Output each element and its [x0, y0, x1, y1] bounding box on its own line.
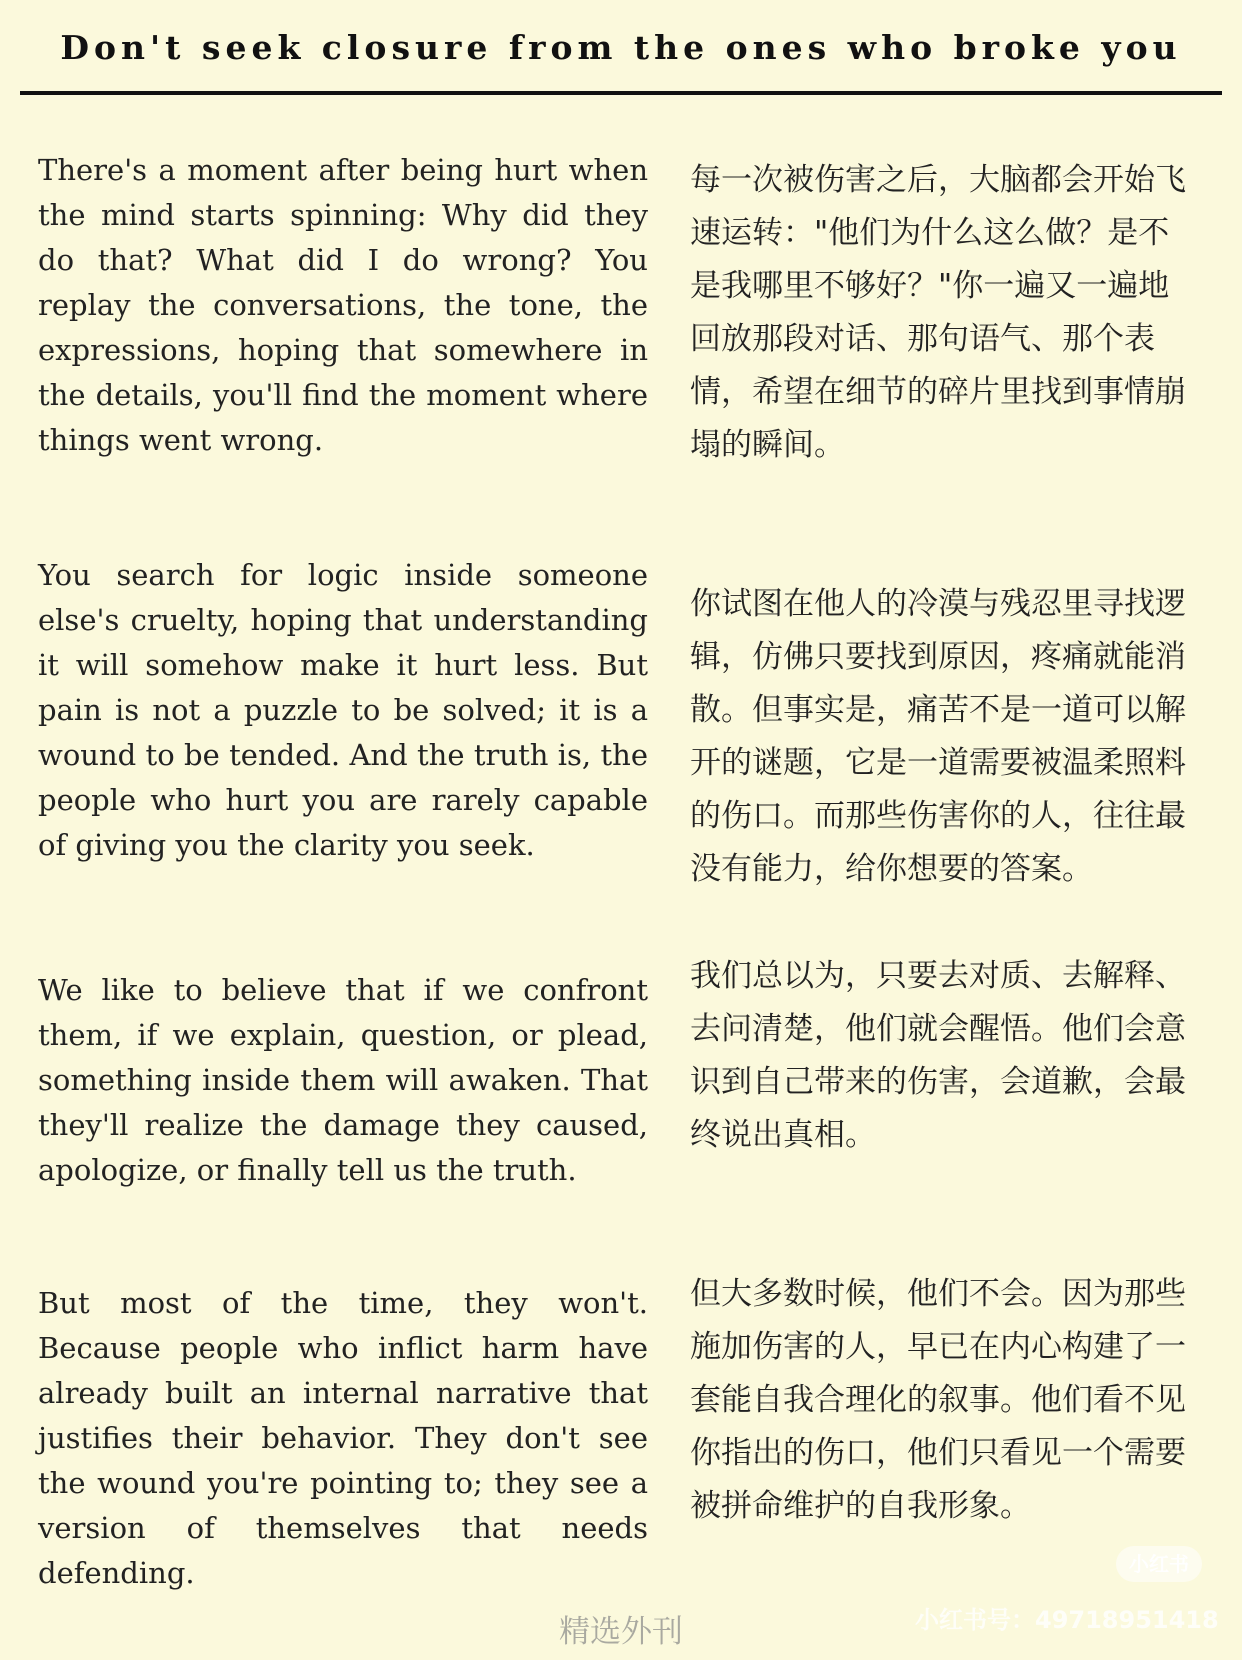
watermark-logo: 小红书 — [1116, 1546, 1202, 1582]
paragraph-zh-3: 我们总以为，只要去对质、去解释、去问清楚，他们就会醒悟。他们会意识到自己带来的伤害，会道歉，会最终说出真相。 — [690, 958, 1186, 1153]
paragraph-en-1: There's a moment after being hurt when the mind starts spinning: Why did they do that? What did I do wrong? You replay the conversations, the tone, the expressions, hoping that somewhere in the details, you'll find the moment where things went wrong. — [38, 153, 648, 457]
paragraph-zh-2: 你试图在他人的冷漠与残忍里寻找逻辑，仿佛只要找到原因，疼痛就能消散。但事实是，痛苦不是一道可以解开的谜题，它是一道需要被温柔照料的伤口。而那些伤害你的人，往往最没有能力，给你想要的答案。 — [690, 586, 1186, 887]
paragraph-en-3: We like to believe that if we confront them, if we explain, question, or plead, something inside them will awaken. That they'll realize the damage they caused, apologize, or finally tell us the truth. — [38, 973, 648, 1187]
paragraph-en-2: You search for logic inside someone else's cruelty, hoping that understanding it will somehow make it hurt less. But pain is not a puzzle to be solved; it is a wound to be tended. And the truth is, the people who hurt you are rarely capable of giving you the clarity you seek. — [38, 558, 648, 862]
paragraph-en-4: But most of the time, they won't. Because people who inflict harm have already built an internal narrative that justifies their behavior. They don't see the wound you're pointing to; they see a version of themselves that needs defending. — [38, 1286, 648, 1590]
paragraph-zh-1: 每一次被伤害之后，大脑都会开始飞速运转："他们为什么这么做？是不是我哪里不够好？"你一遍又一遍地回放那段对话、那句语气、那个表情，希望在细节的碎片里找到事情崩塌的瞬间。 — [690, 162, 1186, 463]
watermark-id: 小红书号：49718951418 — [915, 1606, 1219, 1634]
paragraph-zh-4: 但大多数时候，他们不会。因为那些施加伤害的人，早已在内心构建了一套能自我合理化的叙事。他们看不见你指出的伤口，他们只看见一个需要被拼命维护的自我形象。 — [690, 1276, 1186, 1524]
footer-caption: 精选外刊 — [559, 1614, 683, 1650]
page-title: Don't seek closure from the ones who broke you — [60, 28, 1182, 67]
title-divider — [20, 91, 1222, 95]
